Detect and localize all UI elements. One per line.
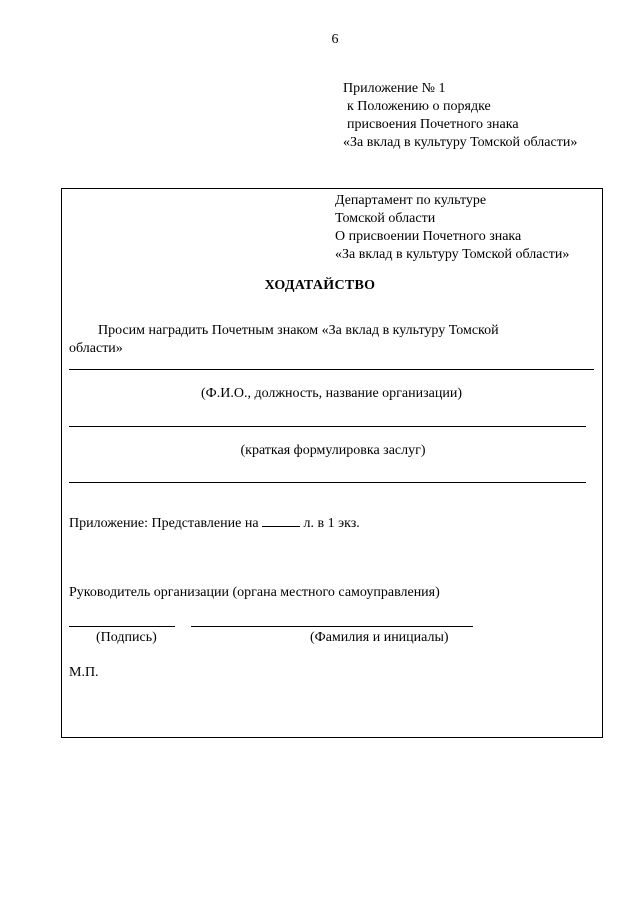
sheet-count-blank[interactable] xyxy=(262,514,300,527)
merits-hint: (краткая формулировка заслуг) xyxy=(240,443,426,458)
addressee-line: Томской области xyxy=(335,211,436,226)
form-title: ХОДАТАЙСТВО xyxy=(264,278,376,293)
stamp-label: М.П. xyxy=(69,665,99,680)
petition-form-frame xyxy=(61,188,603,738)
merits-blank-line[interactable] xyxy=(69,426,586,427)
addressee-block xyxy=(335,192,569,264)
page-number: 6 xyxy=(331,32,339,47)
attachment-text-after: л. в 1 экз. xyxy=(300,516,360,531)
appendix-note xyxy=(343,80,577,152)
appendix-note-line: Приложение № 1 xyxy=(343,81,446,96)
attachment-line xyxy=(69,514,360,532)
appendix-note-line: присвоения Почетного знака xyxy=(347,117,519,132)
attachment-text-before: Приложение: Представление на xyxy=(69,516,263,531)
request-line: Просим наградить Почетным знаком «За вклад в культуру Томской xyxy=(98,323,499,338)
head-of-organization-label: Руководитель организации (органа местного самоуправления) xyxy=(69,585,440,600)
addressee-line: Департамент по культуре xyxy=(335,193,487,208)
appendix-note-line: «За вклад в культуру Томской области» xyxy=(343,135,578,150)
name-blank-line[interactable] xyxy=(191,626,473,627)
request-line: области» xyxy=(69,341,123,356)
addressee-line: «За вклад в культуру Томской области» xyxy=(335,247,570,262)
nominee-hint: (Ф.И.О., должность, название организации) xyxy=(201,386,462,401)
addressee-line: О присвоении Почетного знака xyxy=(335,229,522,244)
nominee-blank-line[interactable] xyxy=(69,369,594,370)
request-text xyxy=(69,322,499,358)
merits-blank-line-2[interactable] xyxy=(69,482,586,483)
signature-label: (Подпись) xyxy=(96,630,157,645)
name-label: (Фамилия и инициалы) xyxy=(310,630,449,645)
appendix-note-line: к Положению о порядке xyxy=(347,99,491,114)
signature-blank-line[interactable] xyxy=(69,626,175,627)
